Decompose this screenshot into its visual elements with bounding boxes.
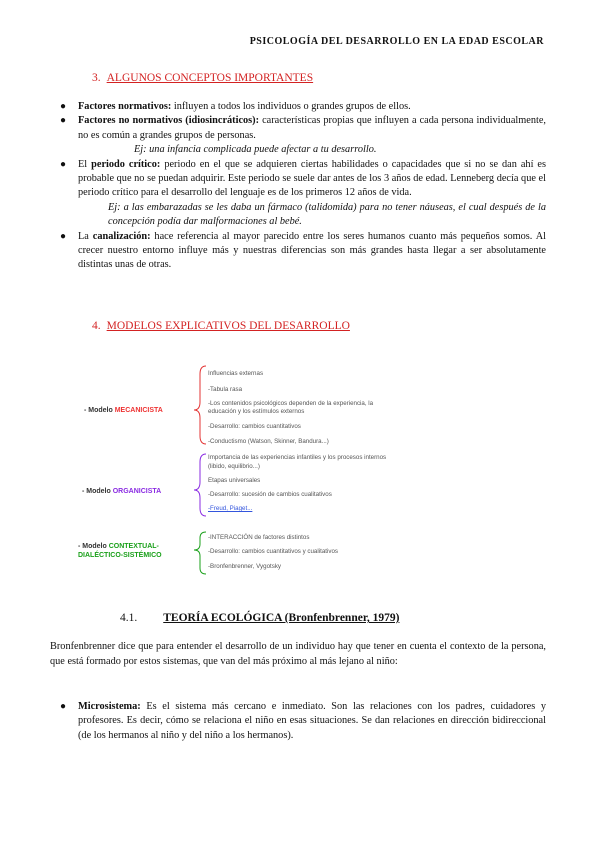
section-3-text: ALGUNOS CONCEPTOS IMPORTANTES [106, 72, 314, 84]
example-text: Ej: a las embarazadas se les daba un fármaco (talidomida) para no tener náuseas, el cual después de la concepción podía dar malformaciones al bebé. [108, 201, 546, 228]
brace-mecanicista [194, 366, 206, 444]
example-line [58, 143, 546, 157]
organicista-item: Importancia de las experiencias infantiles y los procesos internos [208, 454, 387, 461]
model-prefix: - Modelo [78, 543, 109, 550]
section-3-title [92, 72, 313, 84]
contextual-item: -Bronfenbrenner, Vygotsky [208, 563, 282, 570]
intro-paragraph: Bronfenbrenner dice que para entender el desarrollo de un individuo hay que tener en cuenta el contexto de la persona, que está formado por estos sistemas, que van del más próximo al más lejano al niño: [50, 641, 546, 667]
mecanicista-item: educación y los estímulos externos [208, 408, 305, 415]
model-name: MECANICISTA [114, 407, 163, 414]
mecanicista-item: -Tabula rasa [208, 386, 243, 393]
term: Factores no normativos (idiosincráticos): [78, 115, 260, 127]
model-prefix: - Modelo [82, 488, 113, 495]
prefix: El [78, 158, 92, 170]
contextual-item: -INTERACCIÓN de factores distintos [208, 534, 310, 541]
model-name: ORGANICISTA [112, 488, 162, 495]
example-line [58, 201, 546, 230]
bullet-icon: ● [60, 230, 67, 242]
prefix: La [78, 230, 93, 242]
organicista-item: (libido, equilibrio...) [208, 463, 260, 470]
organicista-item: Etapas universales [208, 477, 261, 484]
brace-contextual [194, 532, 206, 574]
list-item [58, 100, 546, 114]
term: periodo crítico: [91, 158, 161, 170]
bullet-icon: ● [60, 701, 67, 712]
section-3-number: 3. [92, 72, 101, 84]
definition: influyen a todos los individuos o grandes grupos de ellos. [171, 101, 411, 112]
organicista-link[interactable]: -Freud, Piaget... [208, 505, 253, 512]
section-4-text: MODELOS EXPLICATIVOS DEL DESARROLLO [106, 320, 350, 332]
term: Factores normativos: [78, 101, 172, 112]
mecanicista-item: -Los contenidos psicológicos dependen de la experiencia, la [208, 400, 374, 407]
definition: Es el sistema más cercano e inmediato. Son las relaciones con los padres, cuidadores y profesores. Es decir, cómo se relaciona el niño en esas situaciones. Se dan relaciones en dirección bidireccional (de los hermanos al niño y del niño a los hermanos). [78, 701, 546, 741]
example-text: Ej: una infancia complicada puede afectar a tu desarrollo. [134, 144, 377, 156]
list-item [58, 114, 546, 143]
mecanicista-item: Influencias externas [208, 370, 264, 377]
model-name-2: DIALÉCTICO-SISTÉMICO [78, 552, 162, 559]
bullet-icon: ● [60, 115, 67, 127]
subsection-4-1-title [120, 612, 399, 624]
contextual-item: -Desarrollo: cambios cuantitativos y cualitativos [208, 548, 338, 555]
subsection-text: TEORÍA ECOLÓGICA (Bronfenbrenner, 1979) [163, 612, 400, 624]
section-4-title [92, 320, 350, 332]
term: canalización: [92, 230, 151, 242]
model-mecanicista-label [84, 407, 163, 414]
section-4-number: 4. [92, 320, 101, 332]
model-contextual-label [78, 542, 162, 560]
mecanicista-item: -Desarrollo: cambios cuantitativos [208, 423, 301, 430]
definition: hace referencia al mayor parecido entre los seres humanos cuanto más pequeños somos. Al crecer nuestro entorno influye más y nuestras diferencias son más grandes hasta llegar a ser absolutamente distintas unas de otras. [78, 230, 546, 271]
page-header: PSICOLOGÍA DEL DESARROLLO EN LA EDAD ESCOLAR [249, 36, 544, 47]
brace-organicista [194, 454, 206, 516]
bullet-icon: ● [60, 158, 67, 170]
definition: características propias que influyen a cada persona individualmente, no es común a grandes grupos de personas. [78, 115, 546, 141]
list-item [58, 158, 546, 201]
models-diagram [70, 362, 490, 582]
systems-list [58, 700, 546, 743]
bullet-icon: ● [60, 101, 67, 112]
concepts-list [58, 100, 546, 273]
list-item [58, 700, 546, 743]
definition: periodo en el que se adquieren ciertas habilidades o capacidades que si no se dan ahí es probable que no se puedan adquirir. Este periodo se suele dar antes de los 3 años de edad. Lenneberg decía que el periodo crítico para el desarrollo del lenguaje es de los primeros 12 años de vida. [78, 158, 547, 199]
organicista-item: -Desarrollo: sucesión de cambios cualitativos [208, 491, 332, 498]
model-name: CONTEXTUAL- [108, 543, 159, 550]
list-item [58, 230, 546, 273]
model-organicista-label [82, 488, 161, 495]
subsection-number: 4.1. [120, 612, 138, 624]
term: Microsistema: [78, 701, 141, 712]
mecanicista-item: -Conductismo (Watson, Skinner, Bandura...) [208, 438, 329, 445]
model-prefix: - Modelo [84, 407, 115, 414]
